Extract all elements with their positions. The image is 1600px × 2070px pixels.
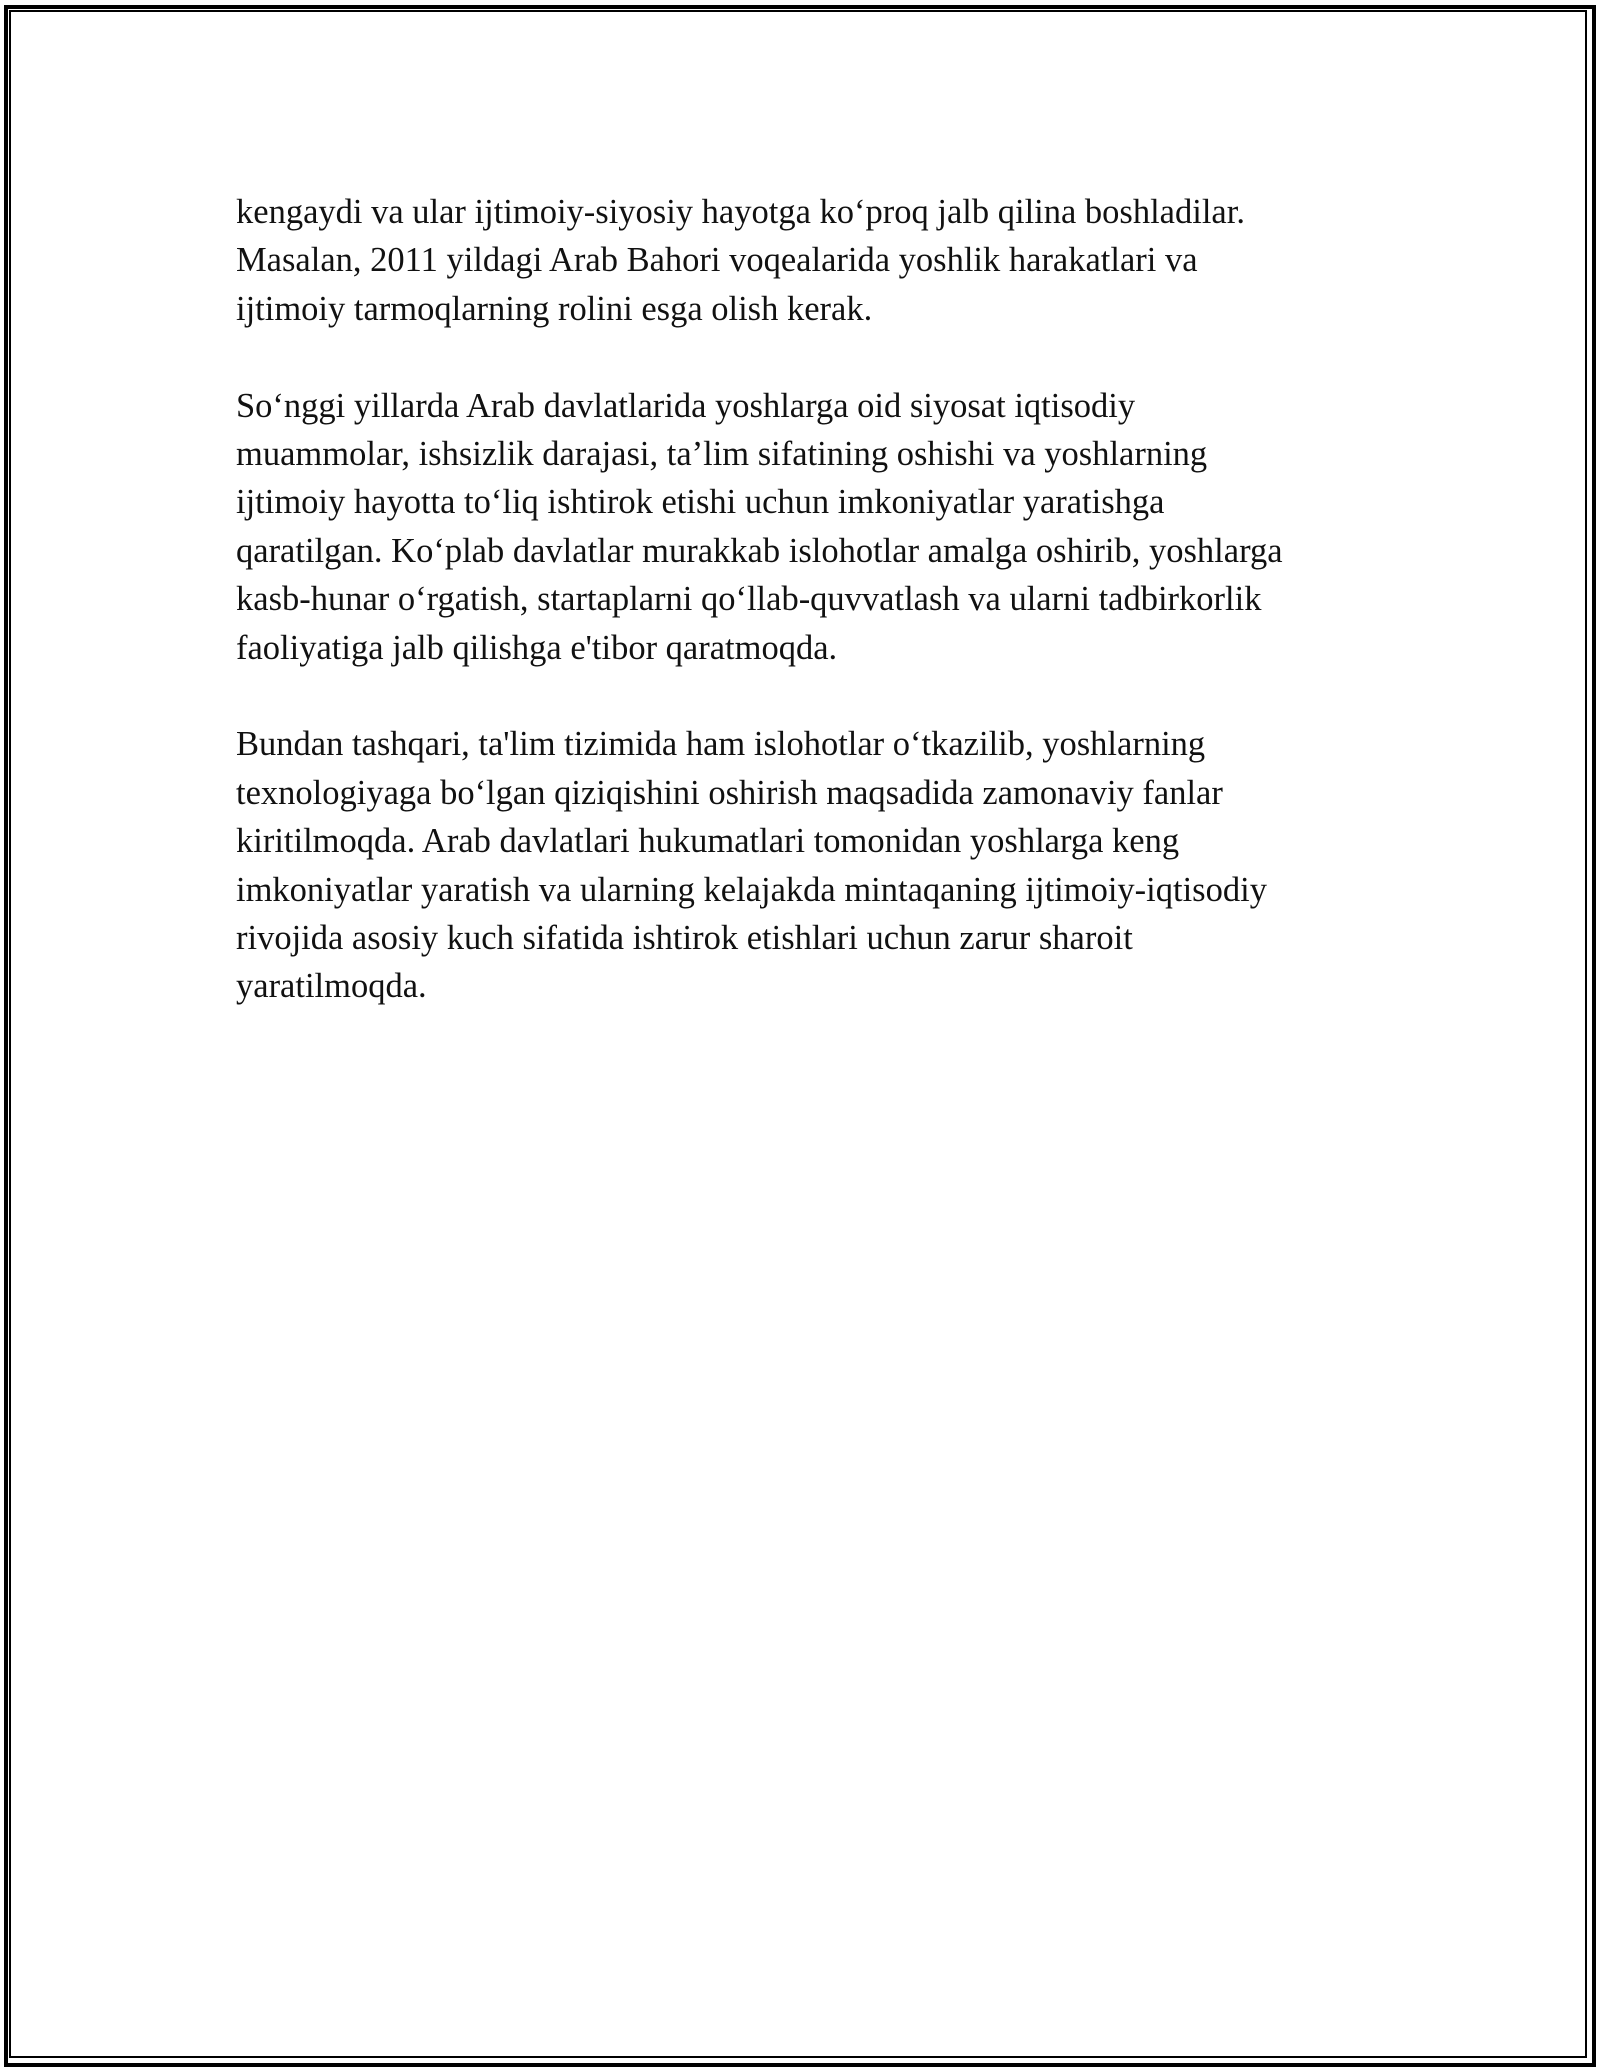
text-line: Masalan, 2011 yildagi Arab Bahori voqealarida yoshlik harakatlari va: [236, 241, 1198, 280]
text-line: kengaydi va ular ijtimoiy-siyosiy hayotga ko‘proq jalb qilina boshladilar.: [236, 193, 1245, 231]
text-line: ijtimoiy tarmoqlarning rolini esga olish kerak.: [236, 289, 873, 328]
document-body: [236, 188, 1396, 1059]
text-line: Bundan tashqari, ta'lim tizimida ham islohotlar o‘tkazilib, yoshlarning: [236, 725, 1206, 764]
paragraph-education-reform: [236, 720, 1396, 1010]
text-line: So‘nggi yillarda Arab davlatlarida yoshlarga oid siyosat iqtisodiy: [236, 386, 1136, 425]
text-line: faoliyatiga jalb qilishga e'tibor qaratmoqda.: [236, 628, 838, 667]
text-line: muammolar, ishsizlik darajasi, ta’lim sifatining oshishi va yoshlarning: [236, 435, 1208, 474]
paragraph-arab-spring: [236, 188, 1396, 333]
text-line: qaratilgan. Ko‘plab davlatlar murakkab islohotlar amalga oshirib, yoshlarga: [236, 531, 1283, 570]
text-line: kiritilmoqda. Arab davlatlari hukumatlari tomonidan yoshlarga keng: [236, 822, 1180, 861]
text-line: texnologiyaga bo‘lgan qiziqishini oshirish maqsadida zamonaviy fanlar: [236, 773, 1223, 812]
text-line: rivojida asosiy kuch sifatida ishtirok etishlari uchun zarur sharoit: [236, 919, 1133, 958]
text-line: kasb-hunar o‘rgatish, startaplarni qo‘llab-quvvatlash va ularni tadbirkorlik: [236, 580, 1262, 619]
text-line: ijtimoiy hayotta to‘liq ishtirok etishi uchun imkoniyatlar yaratishga: [236, 483, 1165, 522]
text-line: yaratilmoqda.: [236, 967, 427, 1006]
paragraph-youth-policy: [236, 382, 1396, 672]
text-line: imkoniyatlar yaratish va ularning kelajakda mintaqaning ijtimoiy-iqtisodiy: [236, 870, 1267, 909]
